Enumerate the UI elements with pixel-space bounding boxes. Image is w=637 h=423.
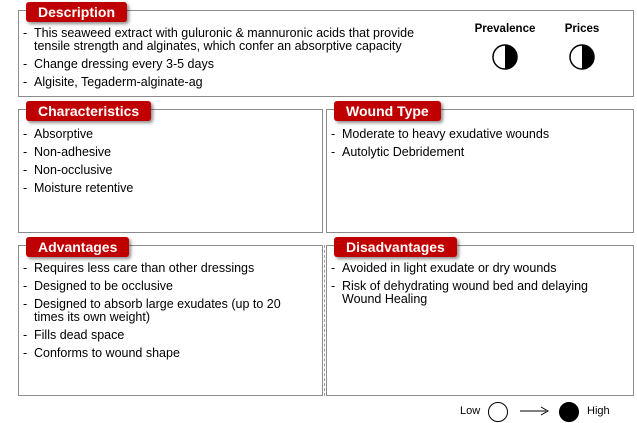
description-panel (18, 4, 634, 97)
list-item: - Risk of dehydrating wound bed and delaying Wound Healing (331, 280, 625, 306)
list-item: - Designed to absorb large exudates (up to 20 times its own weight) (23, 298, 314, 324)
list-item: - Absorptive (23, 128, 314, 141)
list-item: - Non-occlusive (23, 164, 314, 177)
prices-label: Prices (564, 23, 600, 35)
prevalence-indicator (470, 22, 540, 71)
characteristics-list (23, 128, 314, 200)
arrow-right-icon (519, 405, 551, 417)
list-item: - Designed to be occlusive (23, 280, 314, 293)
wound-type-title: Wound Type (334, 101, 441, 121)
advantages-panel (18, 239, 323, 396)
half-filled-circle-icon (568, 43, 596, 71)
list-item: - Fills dead space (23, 329, 314, 342)
disadvantages-panel (326, 239, 634, 396)
half-filled-circle-icon (491, 43, 519, 71)
empty-circle-icon (487, 401, 509, 423)
list-item: - Moisture retentive (23, 182, 314, 195)
disadvantages-title: Disadvantages (334, 237, 457, 257)
prices-indicator (556, 22, 608, 71)
list-item: - Requires less care than other dressings (23, 262, 314, 275)
prevalence-label: Prevalence (474, 23, 536, 35)
description-title: Description (26, 2, 127, 22)
list-item: - Moderate to heavy exudative wounds (331, 128, 625, 141)
list-item: - Non-adhesive (23, 146, 314, 159)
wound-type-list (331, 128, 625, 164)
list-item: - Algisite, Tegaderm-alginate-ag (23, 76, 443, 89)
column-divider (324, 245, 325, 396)
wound-type-panel (326, 103, 634, 233)
list-item: - Autolytic Debridement (331, 146, 625, 159)
advantages-title: Advantages (26, 237, 129, 257)
characteristics-panel (18, 103, 323, 233)
description-list (23, 27, 443, 94)
list-item: - Change dressing every 3-5 days (23, 58, 443, 71)
list-item: - Avoided in light exudate or dry wounds (331, 262, 625, 275)
filled-circle-icon (558, 401, 580, 423)
legend-high-label: High (587, 405, 610, 417)
characteristics-title: Characteristics (26, 101, 151, 121)
disadvantages-list (331, 262, 625, 311)
list-item: - This seaweed extract with guluronic & mannuronic acids that provide tensile strength and alginates, which confer an absorptive capacity (23, 27, 443, 53)
legend-low-label: Low (460, 405, 481, 417)
list-item: - Conforms to wound shape (23, 347, 314, 360)
advantages-list (23, 262, 314, 365)
